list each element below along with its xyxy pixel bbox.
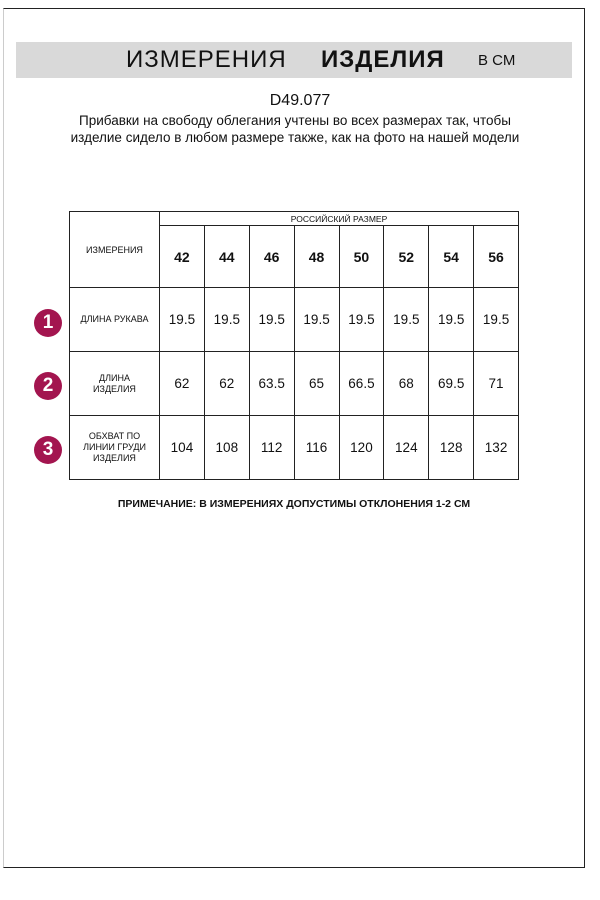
row-number-badge: 1 <box>34 309 62 337</box>
size-header: 52 <box>384 226 429 288</box>
tolerance-note: ПРИМЕЧАНИЕ: В ИЗМЕРЕНИЯХ ДОПУСТИМЫ ОТКЛОНЕНИЯ 1-2 СМ <box>117 498 471 510</box>
row-label: ОБХВАТ ПО ЛИНИИ ГРУДИ ИЗДЕЛИЯ <box>70 416 160 480</box>
title-units: В СМ <box>478 52 516 69</box>
table-cell: 66.5 <box>339 352 384 416</box>
table-cell: 71 <box>474 352 519 416</box>
table-cell: 19.5 <box>474 288 519 352</box>
table-cell: 19.5 <box>384 288 429 352</box>
row-label: ДЛИНА РУКАВА <box>70 288 160 352</box>
size-header: 56 <box>474 226 519 288</box>
size-table <box>69 211 519 480</box>
title-item: ИЗДЕЛИЯ <box>321 46 445 73</box>
table-cell: 19.5 <box>249 288 294 352</box>
row-number-badge: 2 <box>34 372 62 400</box>
table-cell: 19.5 <box>429 288 474 352</box>
table-cell: 63.5 <box>249 352 294 416</box>
table-cell: 19.5 <box>294 288 339 352</box>
size-group-header: РОССИЙСКИЙ РАЗМЕР <box>160 212 519 226</box>
title-bar <box>16 42 572 78</box>
table-cell: 19.5 <box>204 288 249 352</box>
row-number-badge: 3 <box>34 436 62 464</box>
table-cell: 116 <box>294 416 339 480</box>
table-row <box>70 288 519 352</box>
measure-header: ИЗМЕРЕНИЯ <box>70 212 160 288</box>
size-header: 50 <box>339 226 384 288</box>
product-code: D49.077 <box>269 92 331 109</box>
table-cell: 108 <box>204 416 249 480</box>
size-header: 48 <box>294 226 339 288</box>
title-measurements: ИЗМЕРЕНИЯ <box>126 46 287 73</box>
size-header: 44 <box>204 226 249 288</box>
table-row <box>70 416 519 480</box>
size-header: 54 <box>429 226 474 288</box>
table-cell: 124 <box>384 416 429 480</box>
table-cell: 19.5 <box>160 288 205 352</box>
row-label: ДЛИНА ИЗДЕЛИЯ <box>70 352 160 416</box>
table-cell: 62 <box>204 352 249 416</box>
table-cell: 19.5 <box>339 288 384 352</box>
intro-text: Прибавки на свободу облегания учтены во всех размерах так, чтобы изделие сидело в любом размере также, как на фото на нашей модели <box>70 113 520 145</box>
size-header: 42 <box>160 226 205 288</box>
table-cell: 104 <box>160 416 205 480</box>
table-cell: 128 <box>429 416 474 480</box>
table-row <box>70 352 519 416</box>
table-cell: 112 <box>249 416 294 480</box>
table-cell: 120 <box>339 416 384 480</box>
table-cell: 65 <box>294 352 339 416</box>
table-cell: 68 <box>384 352 429 416</box>
table-cell: 62 <box>160 352 205 416</box>
size-header: 46 <box>249 226 294 288</box>
table-cell: 69.5 <box>429 352 474 416</box>
table-cell: 132 <box>474 416 519 480</box>
